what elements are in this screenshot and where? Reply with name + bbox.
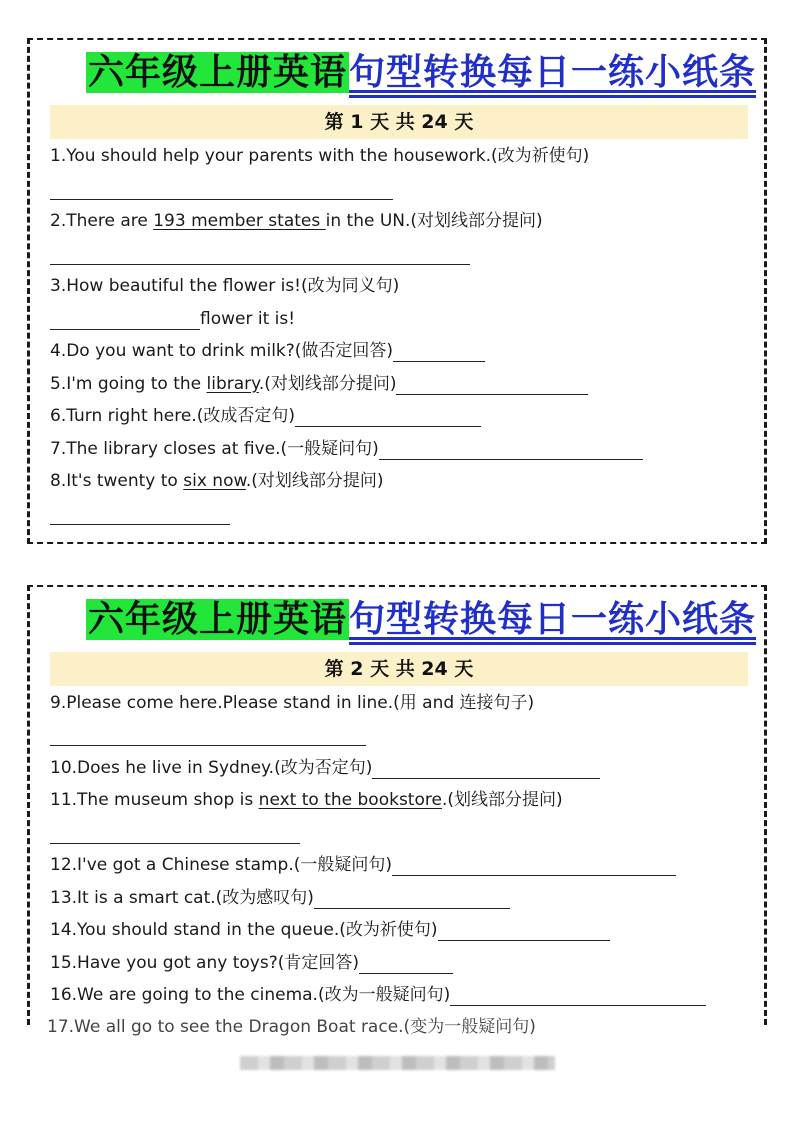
card-bottom-border (27, 542, 767, 544)
question-5 (50, 373, 588, 395)
answer-blank-13[interactable] (314, 890, 510, 909)
question-5-underlined: library (206, 374, 259, 394)
question-7-text: 7.The library closes at five.(一般疑问句) (50, 439, 379, 459)
question-2-underlined: 193 member states (153, 211, 326, 231)
question-8-pre: 8.It's twenty to (50, 471, 184, 491)
answer-line-8[interactable] (50, 524, 230, 525)
question-16-text: 16.We are going to the cinema.(改为一般疑问句) (50, 985, 451, 1005)
title-highlight: 六年级上册英语 (88, 52, 348, 93)
title-highlight: 六年级上册英语 (88, 599, 348, 640)
answer-blank-7[interactable] (379, 441, 643, 460)
answer-blank-6[interactable] (295, 408, 481, 427)
title-rest-underlined: 句型转换每日一练小纸条 (349, 599, 757, 640)
card-top-border (27, 585, 767, 587)
question-12-text: 12.I've got a Chinese stamp.(一般疑问句) (50, 855, 393, 875)
question-9: 9.Please come here.Please stand in line.(用 and 连接句子) (50, 693, 535, 713)
answer-blank-12[interactable] (392, 857, 676, 876)
question-15 (50, 952, 453, 974)
page-title (86, 46, 756, 100)
question-3-tail: flower it is! (200, 309, 296, 329)
answer-blank-4[interactable] (393, 343, 485, 362)
answer-blank-15[interactable] (359, 955, 453, 974)
question-2-pre: 2.There are (50, 211, 154, 231)
answer-blank-3[interactable] (50, 311, 200, 330)
exercise-card-day-1 (27, 38, 767, 544)
question-13-text: 13.It is a smart cat.(改为感叹句) (50, 888, 314, 908)
question-10 (50, 757, 600, 779)
day-band: 第 2 天 共 24 天 (50, 652, 748, 686)
question-11-underlined: next to the bookstore (258, 790, 442, 810)
question-13 (50, 887, 510, 909)
page-title (86, 593, 756, 647)
question-14-text: 14.You should stand in the queue.(改为祈使句) (50, 920, 438, 940)
question-16 (50, 984, 706, 1006)
question-1: 1.You should help your parents with the housework.(改为祈使句) (50, 146, 590, 166)
question-2-post: in the UN.(对划线部分提问) (325, 211, 543, 231)
answer-line-2[interactable] (50, 264, 470, 265)
answer-line-11[interactable] (50, 843, 300, 844)
answer-line-1[interactable] (50, 199, 393, 200)
question-15-text: 15.Have you got any toys?(肯定回答) (50, 953, 359, 973)
question-11-post: .(划线部分提问) (441, 790, 563, 810)
title-rest (349, 52, 756, 93)
question-3: 3.How beautiful the flower is!(改为同义句) (50, 276, 400, 296)
question-2 (50, 210, 543, 232)
question-6 (50, 405, 481, 427)
question-8-post: .(对划线部分提问) (245, 471, 384, 491)
question-4-text: 4.Do you want to drink milk?(做否定回答) (50, 341, 394, 361)
answer-blank-5[interactable] (396, 376, 588, 395)
answer-blank-10[interactable] (372, 760, 600, 779)
question-3-answer (50, 308, 295, 330)
question-11 (50, 789, 563, 811)
question-10-text: 10.Does he live in Sydney.(改为否定句) (50, 758, 373, 778)
question-12 (50, 854, 676, 876)
question-8-underlined: six now (183, 471, 246, 491)
answer-blank-16[interactable] (450, 987, 706, 1006)
question-5-post: .(对划线部分提问) (258, 374, 397, 394)
blurred-watermark (240, 1056, 555, 1070)
question-7 (50, 438, 643, 460)
question-6-text: 6.Turn right here.(改成否定句) (50, 406, 295, 426)
question-4 (50, 340, 485, 362)
card-top-border (27, 38, 767, 40)
question-14 (50, 919, 610, 941)
answer-blank-14[interactable] (438, 922, 610, 941)
day-band: 第 1 天 共 24 天 (50, 105, 748, 139)
answer-line-9[interactable] (50, 745, 366, 746)
title-rest (349, 599, 756, 640)
question-11-pre: 11.The museum shop is (50, 790, 259, 810)
question-17-cutoff: 17.We all go to see the Dragon Boat race.(变为一般疑问句) (47, 1017, 536, 1037)
title-rest-underlined: 句型转换每日一练小纸条 (349, 52, 757, 93)
question-5-pre: 5.I'm going to the (50, 374, 207, 394)
question-8 (50, 470, 384, 492)
